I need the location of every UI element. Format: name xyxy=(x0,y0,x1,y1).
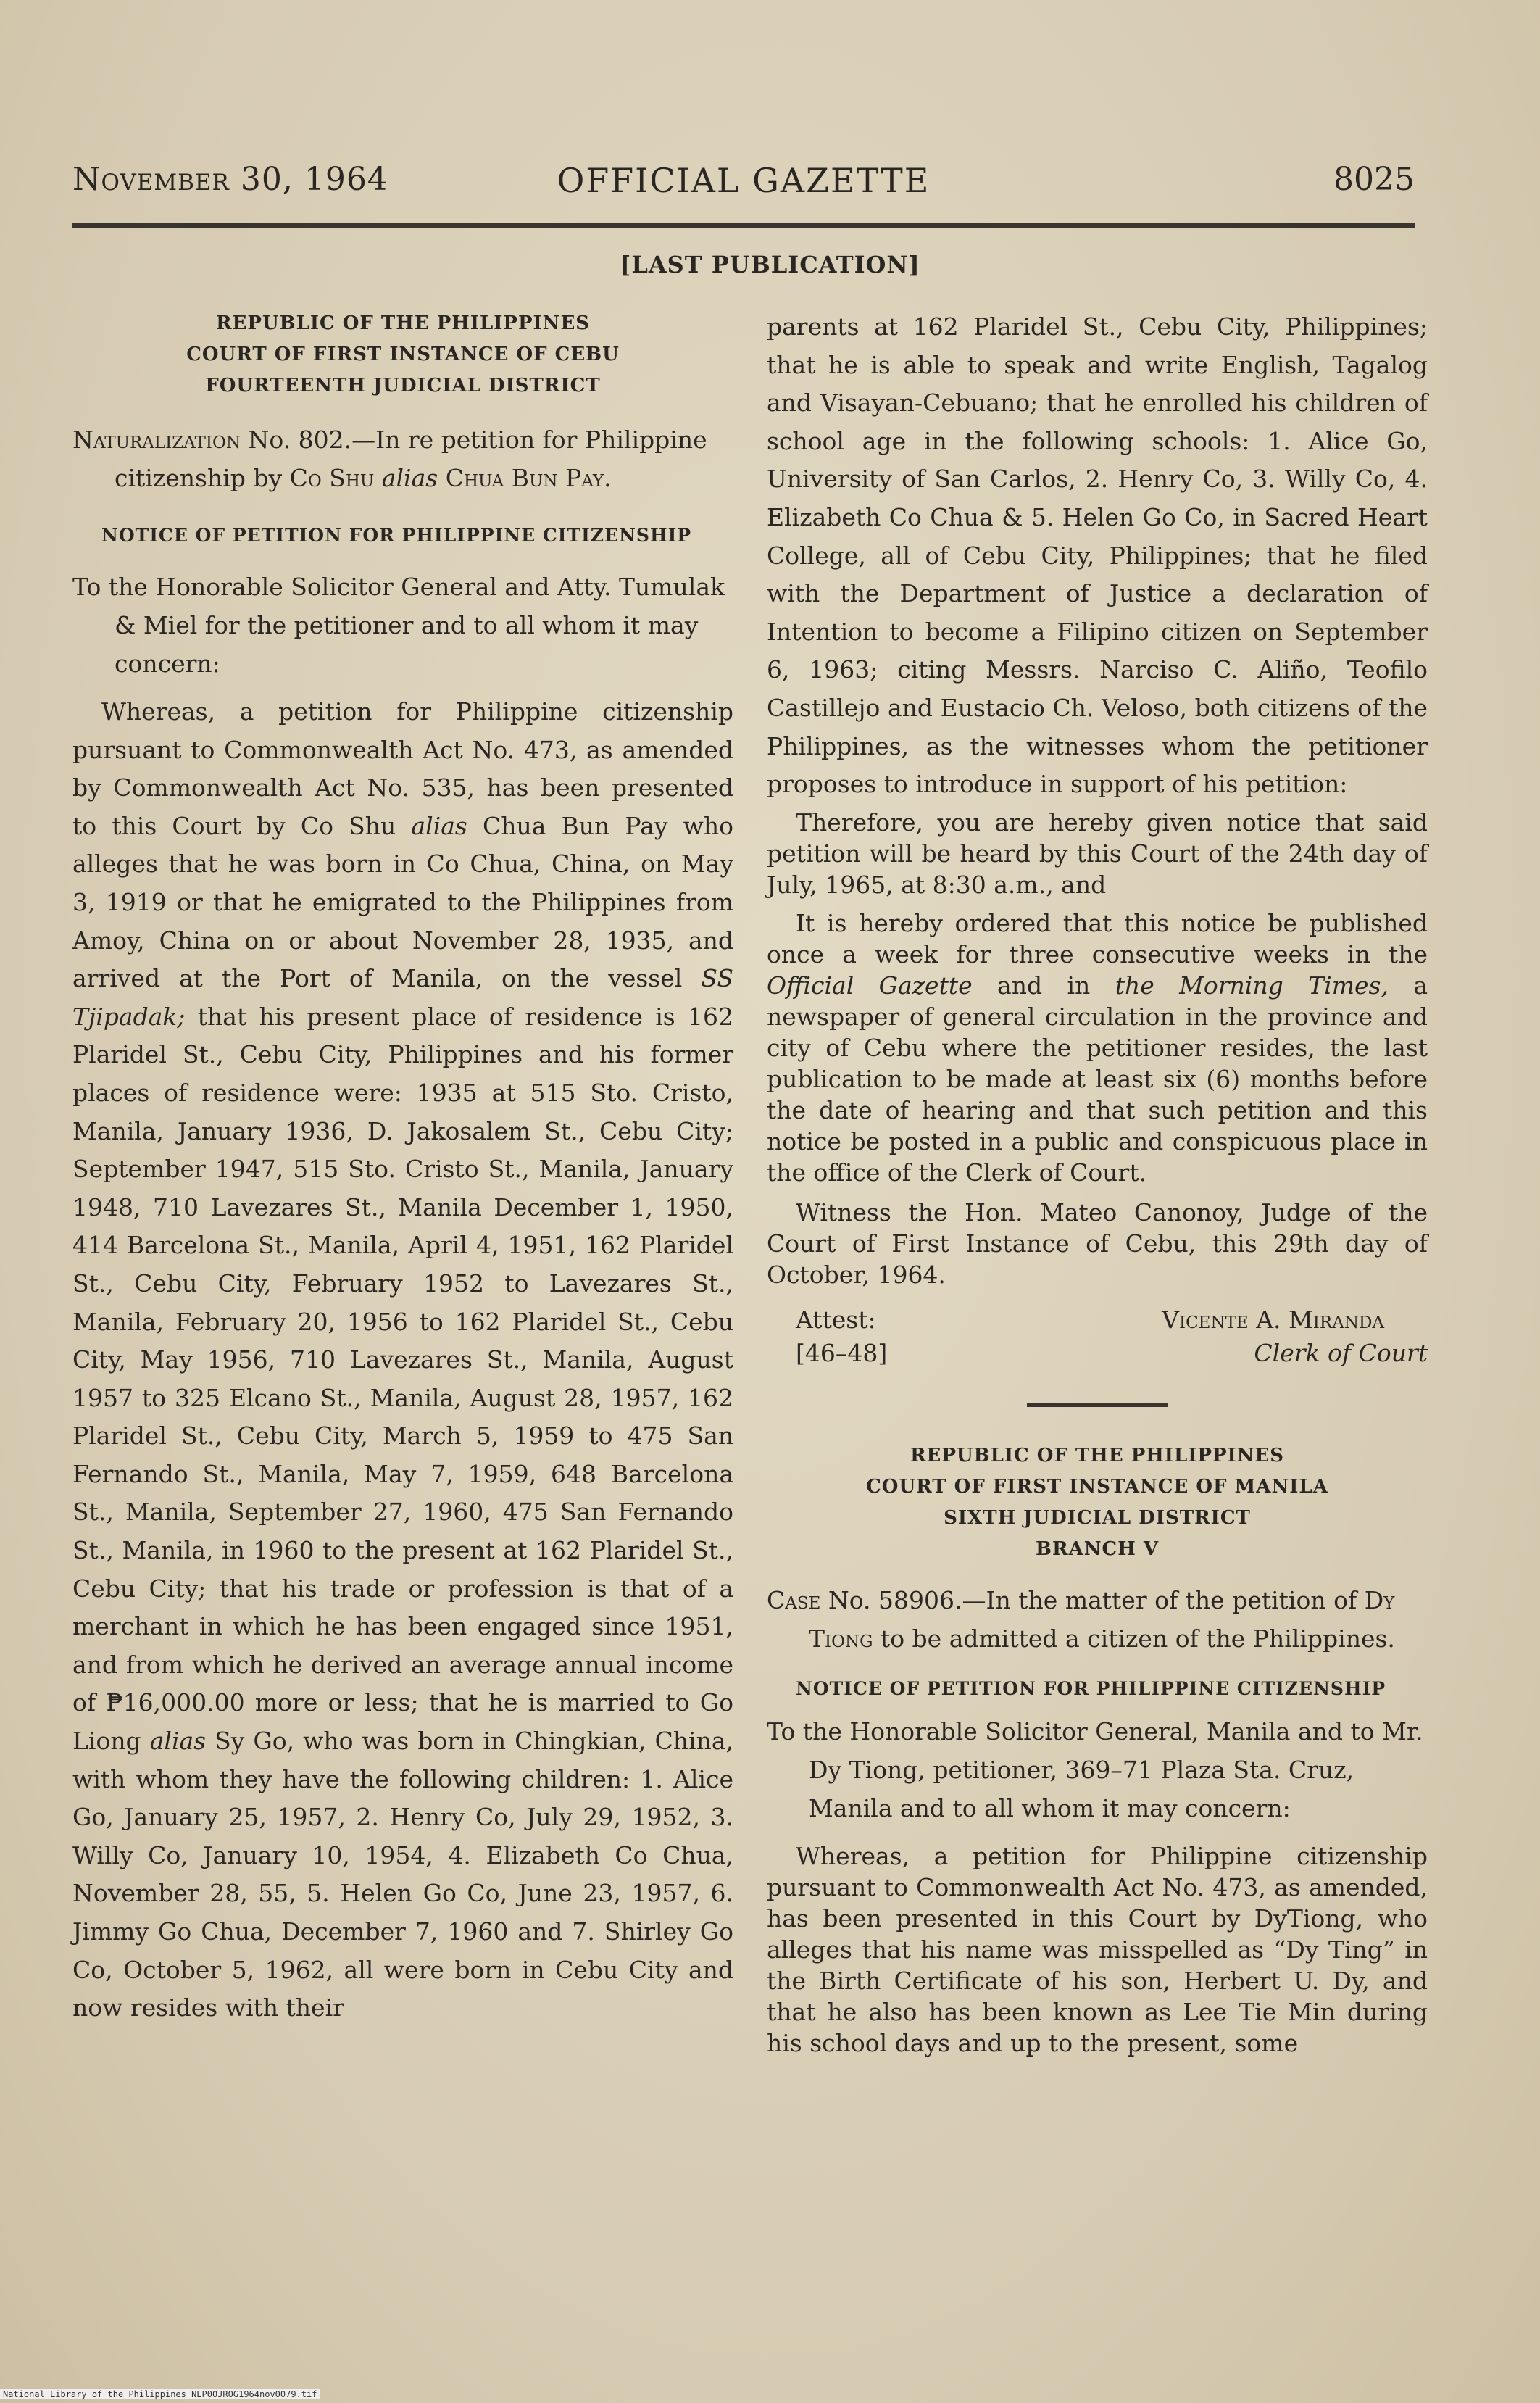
notice-body-continued: parents at 162 Plaridel St., Cebu City, Philippines; that he is able to speak and write English, Tagalog and Visayan-Cebuano; that he enrolled his children of school age in the following schools: 1. Alice Go, University of San Carlos, 2. Henry Co, 3. Willy Co, 4. Elizabeth Co Chua & 5. Helen Go Co, in Sacred Heart College, all of Cebu City, Philippines; that he filed with the Department of Justice a declaration of Intention to become a Filipino citizen on September 6, 1963; citing Messrs. Narciso C. Aliño, Teofilo Castillejo and Eustacio Ch. Veloso, both citizens of the Philippines, as the witnesses whom the petitioner proposes to introduce in support of his petition: xyxy=(767,312,1428,799)
notice-title: NOTICE OF PETITION FOR PHILIPPINE CITIZENSHIP xyxy=(101,525,692,546)
notice-body: Whereas, a petition for Philippine citizenship pursuant to Commonwealth Act No. 473, as amended by Commonwealth Act No. 535, has been presented to this Court by Co Shu alias Chua Bun Pay who alleges that he was born in Co Chua, China, on May 3, 1919 or that he emigrated to the Philippines from Amoy, China on or about November 28, 1935, and arrived at the Port of Manila, on the vessel SS Tjipadak; that his present place of residence is 162 Plaridel St., Cebu City, Philippines and his former places of residence were: 1935 at 515 Sto. Cristo, Manila, January 1936, D. Jakosalem St., Cebu City; September 1947, 515 Sto. Cristo St., Manila, January 1948, 710 Lavezares St., Manila December 1, 1950, 414 Barcelona St., Manila, April 4, 1951, 162 Plaridel St., Cebu City, February 1952 to Lavezares St., Manila, February 20, 1956 to 162 Plaridel St., Cebu City, May 1956, 710 Lavezares St., Manila, August 1957 to 325 Elcano St., Manila, August 28, 1957, 162 Plaridel St., Cebu City, March 5, 1959 to 475 San Fernando St., Manila, May 7, 1959, 648 Barcelona St., Manila, September 27, 1960, 475 San Fernando St., Manila, in 1960 to the present at 162 Plaridel St., Cebu City; that his trade or profession is that of a merchant in which he has been engaged since 1951, and from which he derived an average annual income of ₱16,000.00 more or less; that he is married to Go Liong alias Sy Go, who was born in Chingkian, China, with whom they have the following children: 1. Alice Go, January 25, 1957, 2. Henry Co, July 29, 1952, 3. Willy Co, January 10, 1954, 4. Elizabeth Co Chua, November 28, 55, 5. Helen Go Co, June 23, 1957, 6. Jimmy Go Chua, December 7, 1960 and 7. Shirley Go Co, October 5, 1962, all were born in Cebu City and now resides with their xyxy=(72,697,733,2022)
petitioner-alias: Chua Bun Pay xyxy=(445,464,604,492)
petitioner-name: Dy Tiong xyxy=(809,1585,1395,1653)
court-line: SIXTH JUDICIAL DISTRICT xyxy=(944,1506,1251,1529)
header-rule xyxy=(72,223,1415,228)
right-column xyxy=(767,308,1428,2059)
issue-date: November 30, 1964 xyxy=(72,161,388,198)
court-heading xyxy=(72,308,733,402)
case-text: No. 802.—In re petition for Philippine citizenship by xyxy=(115,426,707,492)
court-line: COURT OF FIRST INSTANCE OF MANILA xyxy=(866,1475,1328,1498)
case-label: Case xyxy=(767,1585,821,1614)
left-column xyxy=(72,308,733,2028)
petitioner-name: Co Shu xyxy=(289,464,375,492)
attestation xyxy=(767,1303,1428,1369)
court-line: COURT OF FIRST INSTANCE OF CEBU xyxy=(186,344,620,365)
witness-clause: Witness the Hon. Mateo Canonoy, Judge of the Court of First Instance of Cebu, this 29th day of October, 1964. xyxy=(767,1198,1428,1289)
notice-address: To the Honorable Solicitor General and Atty. Tumulak & Miel for the petitioner and to all whom it may concern: xyxy=(72,573,725,678)
publication-order: It is hereby ordered that this notice be published once a week for three consecutive weeks in the Official Gazette and in the Morning Times, a newspaper of general circulation in the province and city of Cebu where the petitioner resides, the last publication to be made at least six (6) months before the date of hearing and that such petition and this notice be posted in a public and conspicuous place in the office of the Clerk of Court. xyxy=(767,908,1428,1187)
alias-word: alias xyxy=(381,464,438,492)
hearing-notice: Therefore, you are hereby given notice that said petition will be heard by this Court of the 24th day of July, 1965, at 8:30 a.m., and xyxy=(767,808,1428,899)
case-caption: Case No. 58906.—In the matter of the petition of Dy Tiong to be admitted a citizen of the Philippines. xyxy=(767,1585,1395,1653)
notice-address: To the Honorable Solicitor General, Manila and to Mr. Dy Tiong, petitioner, 369–71 Plaza Sta. Cruz, Manila and to all whom it may concern: xyxy=(767,1717,1423,1822)
signer-role: Clerk of Court xyxy=(1254,1338,1428,1367)
section-divider xyxy=(1027,1403,1168,1407)
court-line: BRANCH V xyxy=(1035,1537,1159,1560)
page-number: 8025 xyxy=(1333,161,1415,198)
case-label: Naturalization xyxy=(72,426,241,454)
signer-name: Vicente A. Miranda xyxy=(1162,1305,1384,1334)
issue-range: [46–48] xyxy=(796,1338,888,1367)
publication-title: OFFICIAL GAZETTE xyxy=(557,161,931,200)
court-line: REPUBLIC OF THE PHILIPPINES xyxy=(910,1444,1285,1466)
notice-title: NOTICE OF PETITION FOR PHILIPPINE CITIZENSHIP xyxy=(796,1677,1386,1699)
last-publication-label: [LAST PUBLICATION] xyxy=(620,251,920,278)
court-heading xyxy=(767,1440,1428,1565)
notice-body: Whereas, a petition for Philippine citizenship pursuant to Commonwealth Act No. 473, as amended, has been presented in this Court by DyTiong, who alleges that his name was misspelled as “Dy Ting” in the Birth Certificate of his son, Herbert U. Dy, and that he also has been known as Lee Tie Min during his school days and up to the present, some xyxy=(767,1841,1428,2057)
scan-footer: National Library of the Philippines NLP00JROG1964nov0079.tif xyxy=(0,2389,320,2399)
court-line: REPUBLIC OF THE PHILIPPINES xyxy=(215,312,591,334)
case-caption: Naturalization No. 802.—In re petition for Philippine citizenship by Co Shu alias Chua Bun Pay. xyxy=(72,426,707,492)
page-header xyxy=(72,161,1415,212)
vessel-name: SS Tjipadak; xyxy=(72,964,733,1031)
attest-label: Attest: xyxy=(796,1305,876,1334)
court-line: FOURTEENTH JUDICIAL DISTRICT xyxy=(205,375,601,397)
